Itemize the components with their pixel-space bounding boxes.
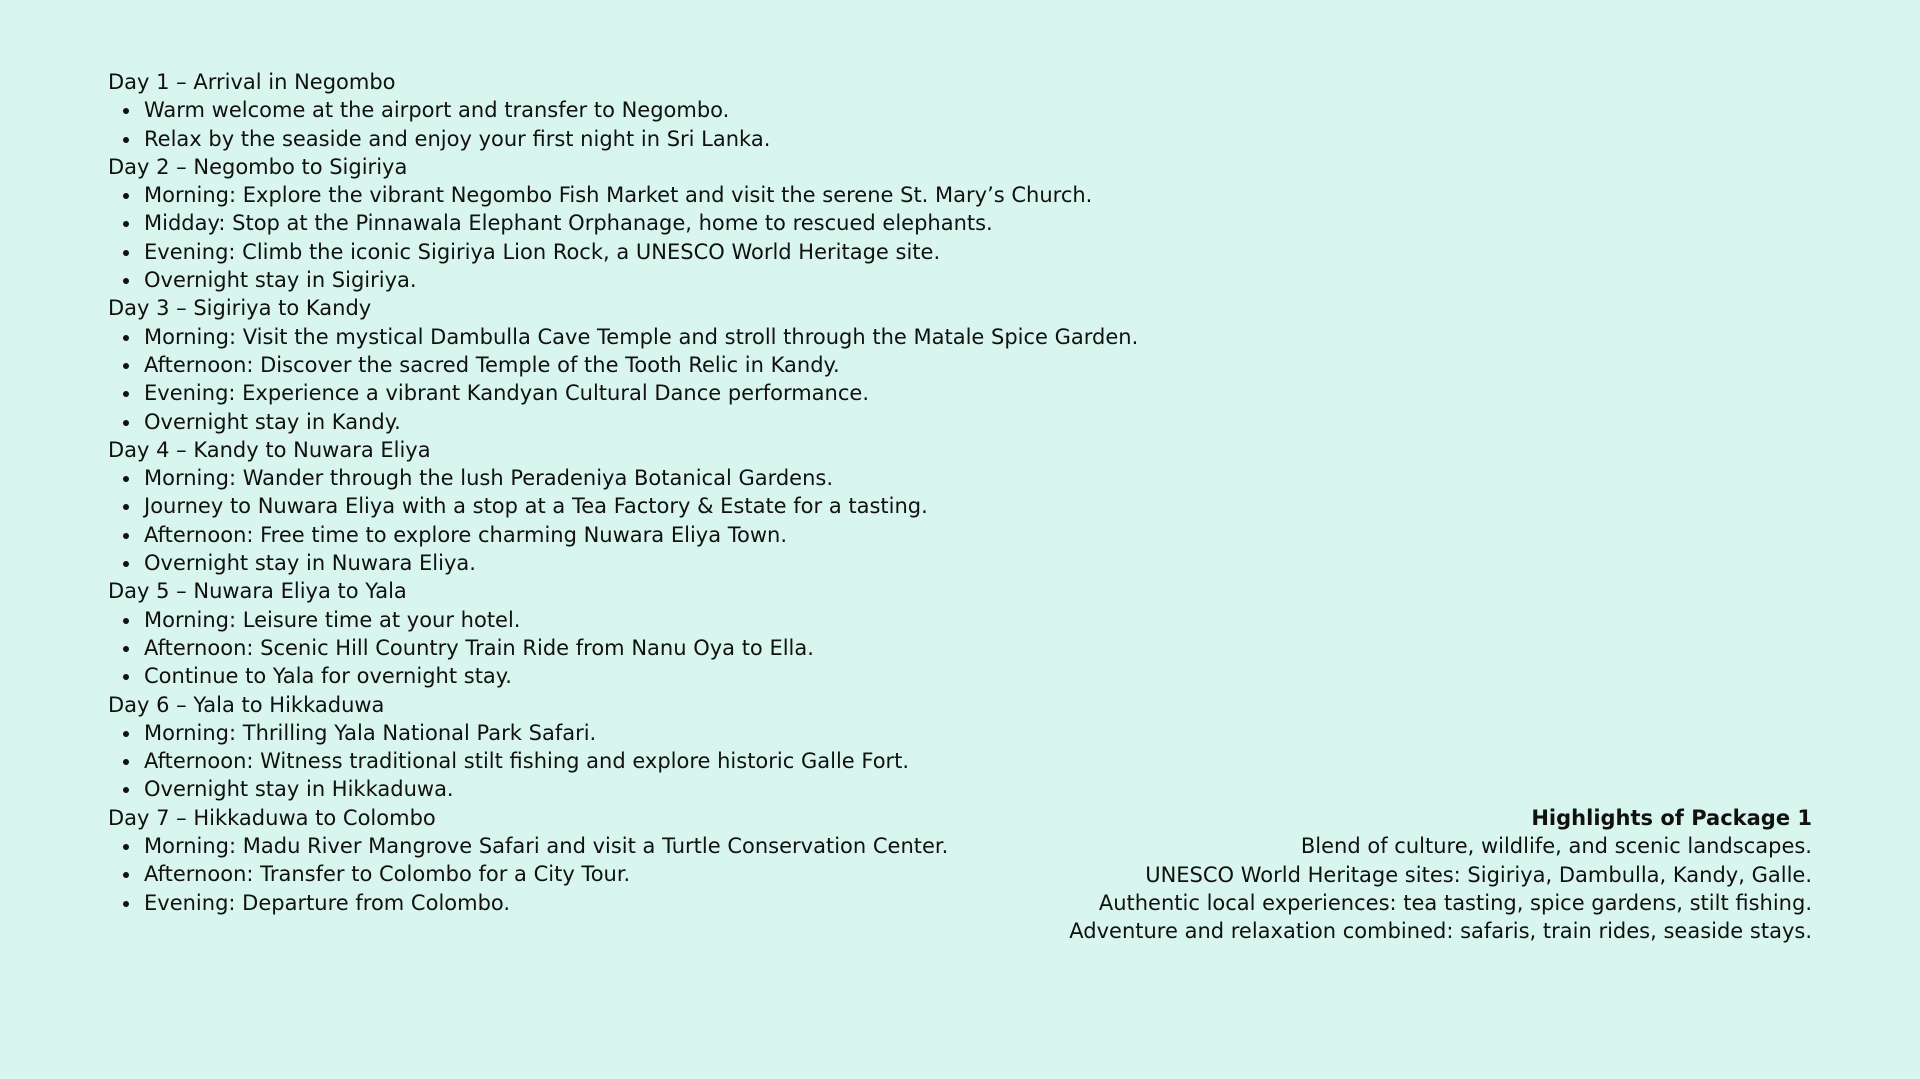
day-title: Day 1 – Arrival in Negombo	[108, 70, 396, 94]
highlights-title: Highlights of Package 1	[1531, 806, 1812, 830]
highlight-line: Authentic local experiences: tea tasting, spice gardens, stilt fishing.	[1098, 890, 1812, 915]
activity-list-item: Afternoon: Transfer to Colombo for a City Tour.	[108, 860, 1108, 888]
day-title: Day 4 – Kandy to Nuwara Eliya	[108, 437, 431, 462]
day-activity-list	[108, 719, 1108, 804]
day-activity-list	[108, 606, 1108, 691]
activity-list-item: Overnight stay in Hikkaduwa.	[108, 775, 1108, 803]
activity-list-item: Evening: Experience a vibrant Kandyan Cultural Dance performance.	[108, 379, 1108, 407]
activity-list-item: Evening: Climb the iconic Sigiriya Lion Rock, a UNESCO World Heritage site.	[108, 238, 1108, 266]
activity-list-item: Afternoon: Free time to explore charming Nuwara Eliya Town.	[108, 521, 1108, 549]
activity-list-item: Evening: Departure from Colombo.	[108, 889, 1108, 917]
highlights-panel	[1052, 804, 1812, 945]
day-section-4	[108, 436, 1108, 577]
activity-list-item: Relax by the seaside and enjoy your first night in Sri Lanka.	[108, 125, 1108, 153]
activity-list-item: Continue to Yala for overnight stay.	[108, 662, 1108, 690]
activity-list-item: Morning: Leisure time at your hotel.	[108, 606, 1108, 634]
day-section-6	[108, 691, 1108, 804]
activity-list-item: Midday: Stop at the Pinnawala Elephant Orphanage, home to rescued elephants.	[108, 209, 1108, 237]
day-activity-list	[108, 181, 1108, 294]
highlight-line: UNESCO World Heritage sites: Sigiriya, Dambulla, Kandy, Galle.	[1145, 862, 1812, 887]
day-activity-list	[108, 464, 1108, 577]
activity-list-item: Morning: Wander through the lush Peradeniya Botanical Gardens.	[108, 464, 1108, 492]
day-activity-list	[108, 96, 1108, 153]
activity-list-item: Warm welcome at the airport and transfer to Negombo.	[108, 96, 1108, 124]
activity-list-item: Overnight stay in Sigiriya.	[108, 266, 1108, 294]
activity-list-item: Morning: Madu River Mangrove Safari and visit a Turtle Conservation Center.	[108, 832, 1108, 860]
activity-list-item: Afternoon: Witness traditional stilt fishing and explore historic Galle Fort.	[108, 747, 1108, 775]
activity-list-item: Morning: Visit the mystical Dambulla Cave Temple and stroll through the Matale Spice Garden.	[108, 323, 1108, 351]
day-activity-list	[108, 832, 1108, 917]
highlight-line: Blend of culture, wildlife, and scenic landscapes.	[1300, 834, 1812, 859]
day-title: Day 7 – Hikkaduwa to Colombo	[108, 805, 436, 830]
day-section-3	[108, 294, 1139, 435]
activity-list-item: Overnight stay in Nuwara Eliya.	[108, 549, 1108, 577]
day-title: Day 6 – Yala to Hikkaduwa	[108, 692, 385, 717]
day-activity-list	[108, 323, 1139, 436]
day-section-2	[108, 153, 1108, 294]
day-title: Day 3 – Sigiriya to Kandy	[108, 296, 372, 321]
day-section-1	[108, 68, 1108, 153]
activity-list-item: Morning: Explore the vibrant Negombo Fish Market and visit the serene St. Mary’s Church.	[108, 181, 1108, 209]
activity-list-item: Morning: Thrilling Yala National Park Safari.	[108, 719, 1108, 747]
activity-list-item: Overnight stay in Kandy.	[108, 408, 1108, 436]
day-section-7	[108, 804, 1108, 917]
day-section-5	[108, 577, 1108, 690]
highlight-line: Adventure and relaxation combined: safaris, train rides, seaside stays.	[1069, 919, 1812, 944]
activity-list-item: Afternoon: Discover the sacred Temple of the Tooth Relic in Kandy.	[108, 351, 1108, 379]
itinerary	[108, 68, 1139, 917]
day-title: Day 5 – Nuwara Eliya to Yala	[108, 579, 407, 604]
day-title: Day 2 – Negombo to Sigiriya	[108, 154, 408, 179]
activity-list-item: Journey to Nuwara Eliya with a stop at a Tea Factory & Estate for a tasting.	[108, 492, 1108, 520]
activity-list-item: Afternoon: Scenic Hill Country Train Ride from Nanu Oya to Ella.	[108, 634, 1108, 662]
